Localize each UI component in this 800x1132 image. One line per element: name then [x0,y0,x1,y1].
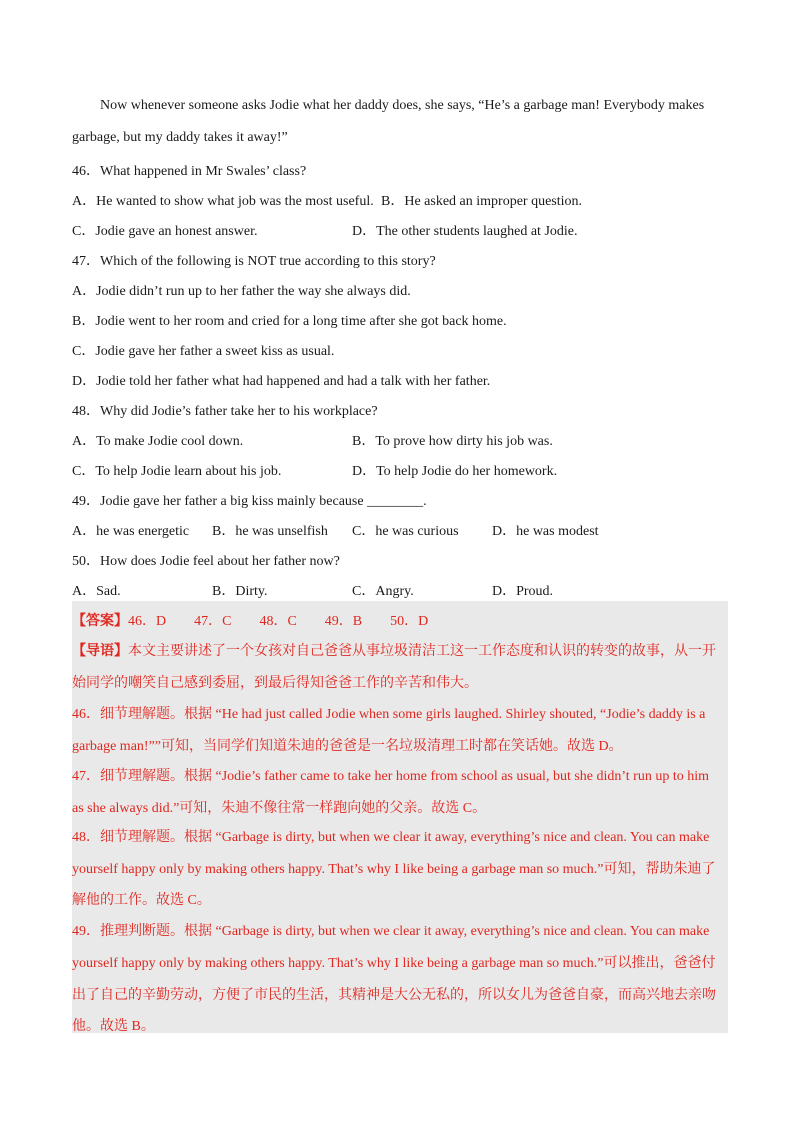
q46-option-b: B．He asked an improper question. [381,194,583,209]
guide-tag: 【导语】 [72,644,128,659]
q50-option-d: D．Proud. [492,584,554,599]
explanation-48-line-2: yourself happy only by making others happy. That’s why I like being a garbage man so much.”可知，帮助朱迪了 [72,862,716,877]
q49-option-d: D．he was modest [492,524,599,539]
explanation-46-line-2: garbage man!””可知，当同学们知道朱迪的爸爸是一名垃圾清理工时都在笑话她。故选 D。 [72,739,623,754]
explanation-49-line-3: 出了自己的辛勤劳动，方便了市民的生活，其精神是大公无私的，所以女儿为爸爸自豪，而高兴地去亲吻 [72,988,716,1003]
q50-option-b: B．Dirty. [212,584,268,599]
q50-option-c: C．Angry. [352,584,414,599]
answer-line [72,610,428,630]
q49-option-b: B．he was unselfish [212,524,328,539]
q49-option-a: A．he was energetic [72,524,190,539]
q48-option-b: B．To prove how dirty his job was. [352,434,553,449]
answer-tag: 【答案】 [72,614,128,629]
q46-option-c: C．Jodie gave an honest answer. [72,224,258,239]
passage-line-1: Now whenever someone asks Jodie what her daddy does, she says, “He’s a garbage man! Everybody makes [100,98,705,113]
explanation-49-line-1: 49．推理判断题。根据 “Garbage is dirty, but when we clear it away, everything’s nice and clean. You can make [72,924,710,939]
q48-option-d: D．To help Jodie do her homework. [352,464,558,479]
q46-option-a: A．He wanted to show what job was the most useful. [72,194,374,209]
explanation-49-line-2: yourself happy only by making others happy. That’s why I like being a garbage man so much.”可以推出，爸爸付 [72,956,716,971]
question-47-stem: 47．Which of the following is NOT true according to this story? [72,254,436,269]
q47-option-d: D．Jodie told her father what had happened and had a talk with her father. [72,374,491,389]
question-50-stem: 50．How does Jodie feel about her father now? [72,554,340,569]
guide-text-1: 本文主要讲述了一个女孩对自己爸爸从事垃圾清洁工这一工作态度和认识的转变的故事，从一开 [128,644,716,659]
q50-option-a: A．Sad. [72,584,121,599]
explanation-47-line-2: as she always did.”可知，朱迪不像往常一样跑向她的父亲。故选 C。 [72,801,487,816]
q47-option-a: A．Jodie didn’t run up to her father the way she always did. [72,284,411,299]
question-46-stem: 46．What happened in Mr Swales’ class? [72,164,307,179]
answer-values: 46．D 47．C 48．C 49．B 50．D [128,614,429,629]
q48-option-a: A．To make Jodie cool down. [72,434,244,449]
q49-option-c: C．he was curious [352,524,459,539]
explanation-46-line-1: 46．细节理解题。根据 “He had just called Jodie when some girls laughed. Shirley shouted, “Jodie’s daddy is a [72,707,706,722]
question-48-stem: 48．Why did Jodie’s father take her to his workplace? [72,404,378,419]
q47-option-c: C．Jodie gave her father a sweet kiss as usual. [72,344,335,359]
guide-line-1 [72,640,716,660]
explanation-49-line-4: 他。故选 B。 [72,1019,155,1034]
explanation-47-line-1: 47．细节理解题。根据 “Jodie’s father came to take her home from school as usual, but she didn’t run up to him [72,769,710,784]
explanation-48-line-3: 解他的工作。故选 C。 [72,893,211,908]
passage-line-2: garbage, but my daddy takes it away!” [72,130,288,145]
q47-option-b: B．Jodie went to her room and cried for a long time after she got back home. [72,314,507,329]
q46-option-d: D．The other students laughed at Jodie. [352,224,578,239]
guide-line-2: 始同学的嘲笑自己感到委屈，到最后得知爸爸工作的辛苦和伟大。 [72,676,478,691]
q48-option-c: C．To help Jodie learn about his job. [72,464,282,479]
question-49-stem: 49．Jodie gave her father a big kiss mainly because ________. [72,494,427,509]
explanation-48-line-1: 48．细节理解题。根据 “Garbage is dirty, but when we clear it away, everything’s nice and clean. You can make [72,830,710,845]
